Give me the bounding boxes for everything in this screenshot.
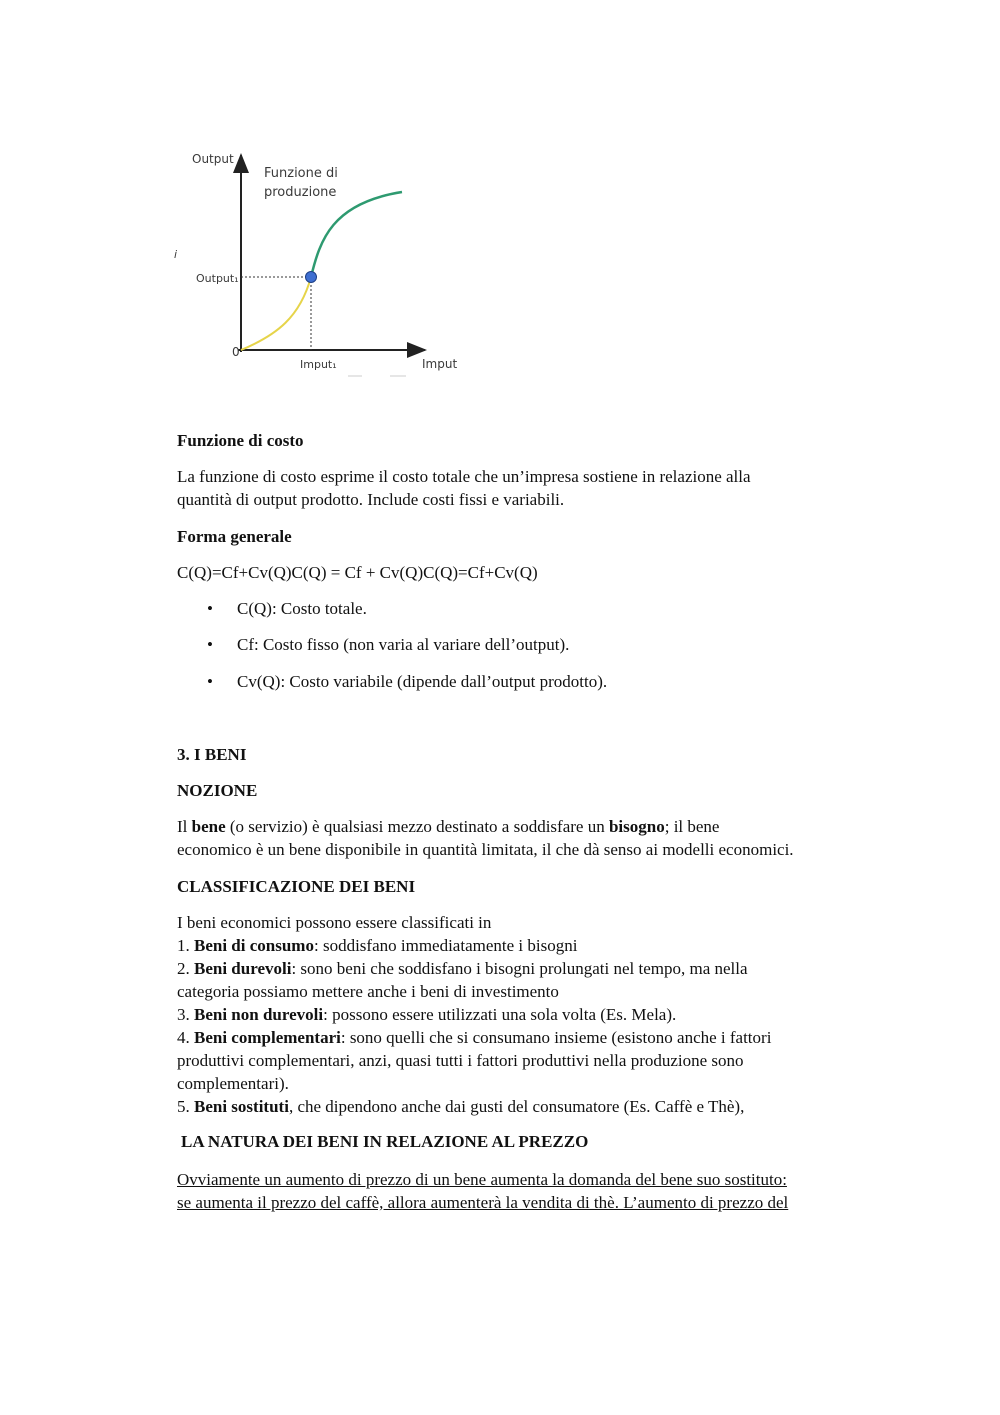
item-text: , che dipendono anche dai gusti del consumatore (Es. Caffè e Thè), <box>288 1097 745 1116</box>
item-term: Beni sostituti <box>194 1097 289 1116</box>
classification-heading: CLASSIFICAZIONE DEI BENI <box>177 877 416 896</box>
nature-heading: LA NATURA DEI BENI IN RELAZIONE AL PREZZO <box>181 1132 589 1151</box>
cost-heading: Funzione di costo <box>177 431 304 450</box>
item-term: Beni durevoli <box>194 959 292 978</box>
cost-paragraph-line: La funzione di costo esprime il costo totale che un’impresa sostiene in relazione alla <box>177 467 751 486</box>
nature-line: Ovviamente un aumento di prezzo di un bene aumenta la domanda del bene suo sostituto: <box>177 1170 787 1189</box>
bullet-item <box>177 597 777 620</box>
bullet-text: C(Q): Costo totale. <box>237 599 367 618</box>
list-item-continuation: produttivi complementari, anzi, quasi tutti i fattori produttivi nella produzione sono <box>177 1051 744 1070</box>
lower-curve <box>241 277 311 350</box>
list-item <box>177 934 771 957</box>
bullet-marker: • <box>207 672 213 691</box>
item-number: 1. <box>177 936 194 955</box>
cost-formula: C(Q)=Cf+Cv(Q)C(Q) = Cf + Cv(Q)C(Q)=Cf+Cv(Q) <box>177 563 538 582</box>
y-tick-label: Output₁ <box>196 272 239 285</box>
x-axis-label: Imput <box>422 357 458 371</box>
item-number: 4. <box>177 1028 194 1047</box>
cost-paragraph <box>177 465 751 511</box>
nature-paragraph <box>177 1168 788 1214</box>
stray-mark: i <box>174 248 178 261</box>
notion-line: economico è un bene disponibile in quantità limitata, il che dà senso ai modelli economici. <box>177 840 794 859</box>
curve-label-line2: produzione <box>264 185 337 200</box>
term-bisogno: bisogno <box>608 817 665 836</box>
y-axis-label: Output <box>192 152 234 166</box>
notion-heading: NOZIONE <box>177 781 258 800</box>
bullet-text: Cf: Costo fisso (non varia al variare dell’output). <box>237 635 570 654</box>
cost-paragraph-line: quantità di output prodotto. Include costi fissi e variabili. <box>177 490 565 509</box>
list-item-continuation: categoria possiamo mettere anche i beni di investimento <box>177 982 559 1001</box>
general-form-heading: Forma generale <box>177 527 292 546</box>
notion-paragraph <box>177 815 794 861</box>
origin-label: 0 <box>232 345 240 359</box>
text-run: (o servizio) è qualsiasi mezzo destinato a soddisfare un <box>225 817 609 836</box>
x-tick-label: Imput₁ <box>300 358 337 371</box>
classification-list <box>177 911 771 1118</box>
bullet-marker: • <box>207 599 213 618</box>
bullet-item <box>177 670 777 693</box>
item-number: 3. <box>177 1005 194 1024</box>
item-text: : sono beni che soddisfano i bisogni prolungati nel tempo, ma nella <box>291 959 748 978</box>
nature-line: se aumenta il prezzo del caffè, allora aumenterà la vendita di thè. L’aumento di prezzo del <box>177 1193 789 1212</box>
upper-curve <box>311 192 402 277</box>
term-bene: bene <box>191 817 226 836</box>
list-item <box>177 1095 771 1118</box>
item-number: 2. <box>177 959 194 978</box>
list-item <box>177 1003 771 1026</box>
item-term: Beni non durevoli <box>194 1005 324 1024</box>
bullet-marker: • <box>207 635 213 654</box>
classification-intro: I beni economici possono essere classificati in <box>177 913 492 932</box>
bullet-text: Cv(Q): Costo variabile (dipende dall’output prodotto). <box>237 672 608 691</box>
section-title: 3. I BENI <box>177 745 247 764</box>
list-item <box>177 957 771 980</box>
tangent-point <box>306 272 317 283</box>
text-run: Il <box>177 817 192 836</box>
text-run: ; il bene <box>664 817 720 836</box>
item-number: 5. <box>177 1097 194 1116</box>
item-text: : soddisfano immediatamente i bisogni <box>313 936 578 955</box>
list-item <box>177 1026 771 1049</box>
item-text: : sono quelli che si consumano insieme (esistono anche i fattori <box>340 1028 772 1047</box>
list-item-continuation: complementari). <box>177 1074 289 1093</box>
item-term: Beni di consumo <box>194 936 314 955</box>
notion-line <box>177 815 794 838</box>
production-function-figure <box>172 145 472 385</box>
curve-label-line1: Funzione di <box>264 166 338 181</box>
item-text: : possono essere utilizzati una sola volta (Es. Mela). <box>323 1005 677 1024</box>
bullet-item <box>177 633 777 656</box>
item-term: Beni complementari <box>194 1028 341 1047</box>
